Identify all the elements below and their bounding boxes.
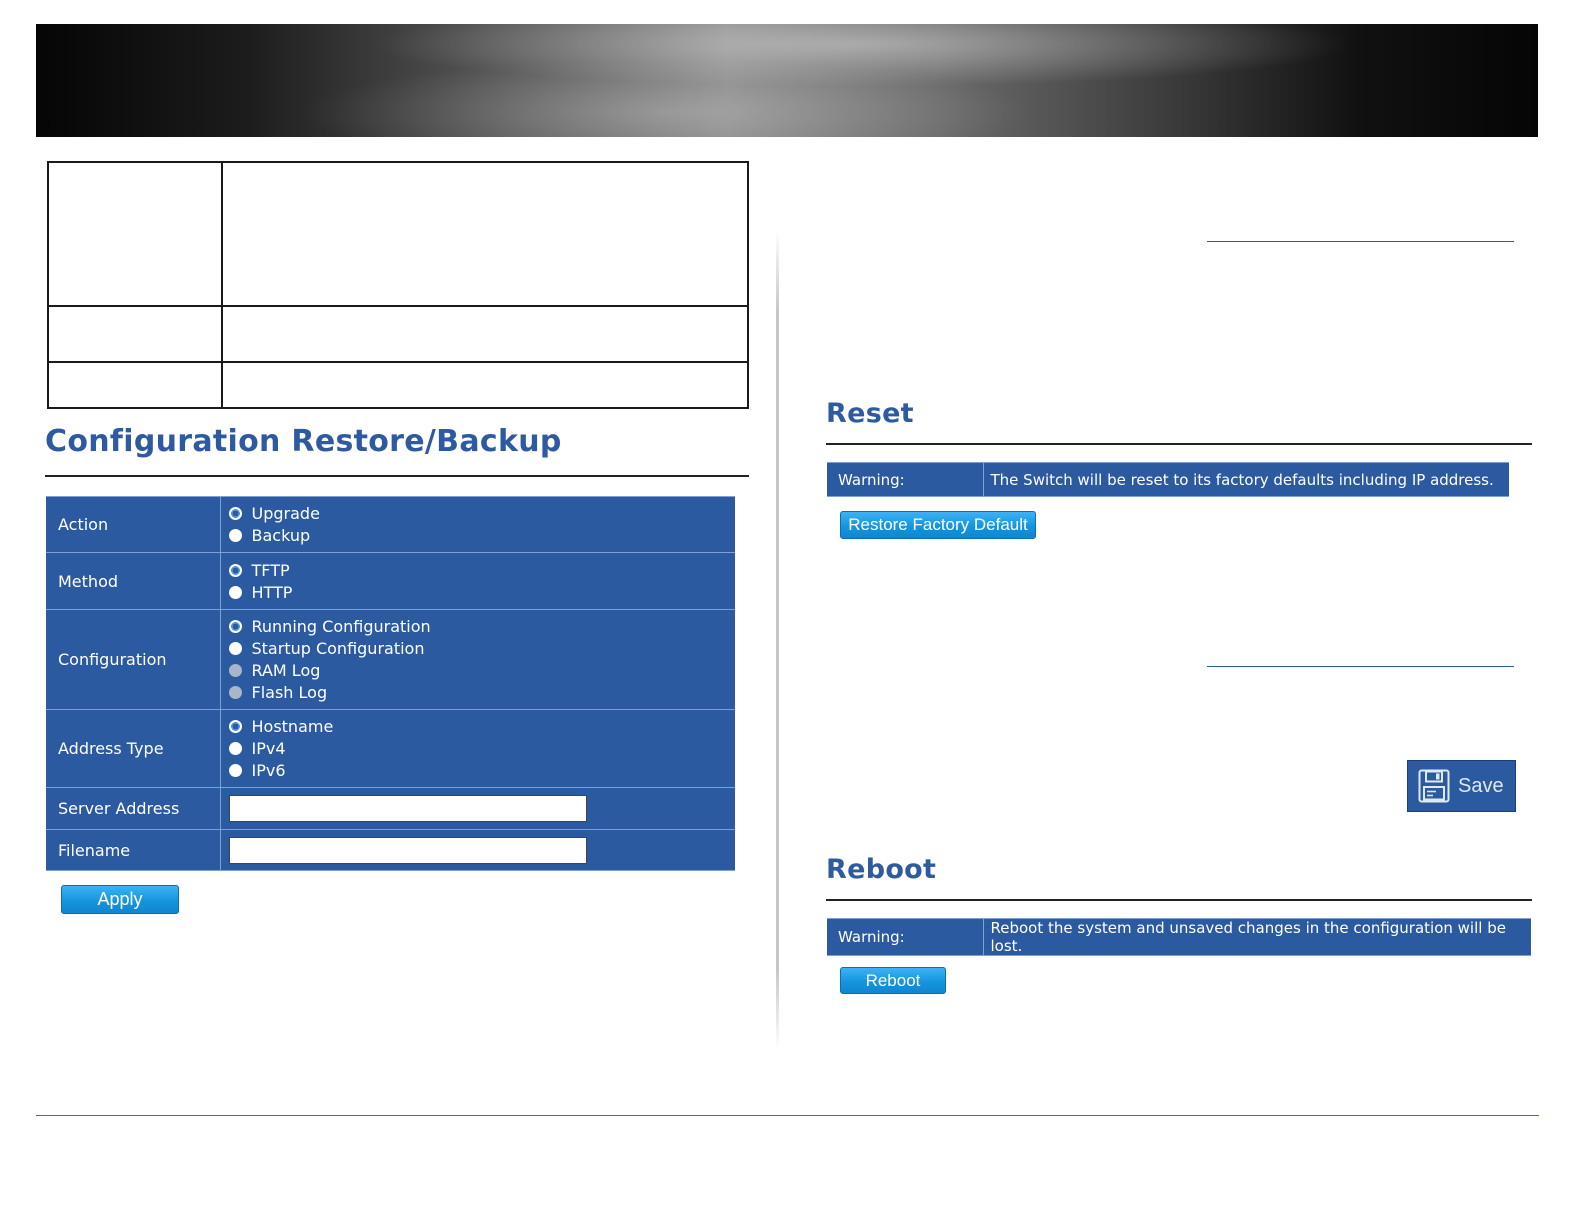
radio-label: HTTP — [251, 582, 293, 602]
doc-table — [47, 161, 749, 409]
radio-option-hostname[interactable] — [229, 716, 736, 738]
radio-option-ipv6[interactable] — [229, 760, 736, 782]
radio-option-startup-configuration[interactable] — [229, 638, 736, 660]
radio-button[interactable] — [229, 529, 242, 542]
radio-option-running-configuration[interactable] — [229, 616, 736, 638]
floppy-disk-icon — [1418, 769, 1450, 803]
radio-button[interactable] — [229, 764, 242, 777]
configuration-label: Configuration — [46, 610, 220, 710]
radio-button[interactable] — [229, 620, 242, 633]
restore-factory-default-button[interactable]: Restore Factory Default — [840, 511, 1036, 539]
configuration-options — [220, 610, 735, 710]
apply-button[interactable]: Apply — [61, 885, 179, 914]
radio-label: Backup — [251, 526, 311, 545]
doc-table-cell — [48, 162, 222, 306]
radio-option-http[interactable] — [229, 581, 736, 603]
form-row-action — [46, 497, 735, 553]
radio-button — [229, 686, 242, 699]
reset-title-rule — [826, 443, 1532, 445]
radio-label: RAM Log — [251, 661, 321, 680]
reboot-warning-text: Reboot the system and unsaved changes in the configuration will be lost. — [983, 919, 1531, 956]
radio-option-flash-log — [229, 682, 736, 704]
save-label: Save — [1458, 774, 1504, 797]
action-options — [220, 497, 735, 553]
footer-rule — [36, 1115, 1539, 1116]
radio-label: Upgrade — [251, 504, 320, 523]
radio-label: IPv6 — [251, 761, 286, 780]
method-options — [220, 553, 735, 610]
server-address-input[interactable] — [229, 795, 587, 822]
reset-warning-label: Warning: — [827, 463, 983, 497]
form-row-filename — [46, 830, 735, 871]
filename-input[interactable] — [229, 837, 587, 864]
link-underline — [1207, 241, 1514, 242]
reboot-section-title: Reboot — [826, 854, 937, 885]
action-label: Action — [46, 497, 220, 553]
address-type-options — [220, 710, 735, 788]
reboot-button[interactable]: Reboot — [840, 967, 946, 994]
radio-label: IPv4 — [251, 739, 286, 758]
radio-option-upgrade[interactable] — [229, 503, 736, 525]
radio-option-tftp[interactable] — [229, 559, 736, 581]
server-address-cell — [220, 788, 735, 830]
doc-table-cell — [222, 362, 748, 408]
config-title-rule — [45, 475, 749, 477]
radio-option-ipv4[interactable] — [229, 738, 736, 760]
doc-table-cell — [222, 306, 748, 362]
link-underline — [1207, 666, 1514, 667]
form-row-address-type — [46, 710, 735, 788]
reset-warning-text: The Switch will be reset to its factory defaults including IP address. — [983, 463, 1509, 497]
radio-button — [229, 664, 242, 677]
radio-label: Startup Configuration — [251, 639, 425, 658]
header-banner — [36, 24, 1538, 137]
reboot-warning-table — [827, 918, 1531, 956]
radio-button[interactable] — [229, 742, 242, 755]
radio-button[interactable] — [229, 507, 242, 520]
doc-table-cell — [48, 362, 222, 408]
radio-button[interactable] — [229, 642, 242, 655]
doc-table-cell — [222, 162, 748, 306]
reset-warning-table — [827, 462, 1509, 497]
radio-label: Flash Log — [251, 683, 328, 702]
form-row-method — [46, 553, 735, 610]
filename-label: Filename — [46, 830, 220, 871]
save-button[interactable] — [1407, 760, 1516, 812]
radio-option-ram-log — [229, 660, 736, 682]
radio-button[interactable] — [229, 564, 242, 577]
config-section-title: Configuration Restore/Backup — [45, 424, 562, 459]
radio-button[interactable] — [229, 586, 242, 599]
filename-cell — [220, 830, 735, 871]
reset-section-title: Reset — [826, 398, 914, 429]
radio-label: TFTP — [251, 560, 290, 580]
address-type-label: Address Type — [46, 710, 220, 788]
form-row-configuration — [46, 610, 735, 710]
doc-table-cell — [48, 306, 222, 362]
column-divider — [776, 230, 779, 1050]
form-row-server-address — [46, 788, 735, 830]
config-form-table — [46, 496, 735, 871]
reboot-warning-label: Warning: — [827, 919, 983, 956]
radio-option-backup[interactable] — [229, 525, 736, 547]
server-address-label: Server Address — [46, 788, 220, 830]
radio-button[interactable] — [229, 720, 242, 733]
reboot-title-rule — [826, 899, 1532, 901]
method-label: Method — [46, 553, 220, 610]
radio-label: Running Configuration — [251, 617, 431, 636]
radio-label: Hostname — [251, 717, 334, 736]
